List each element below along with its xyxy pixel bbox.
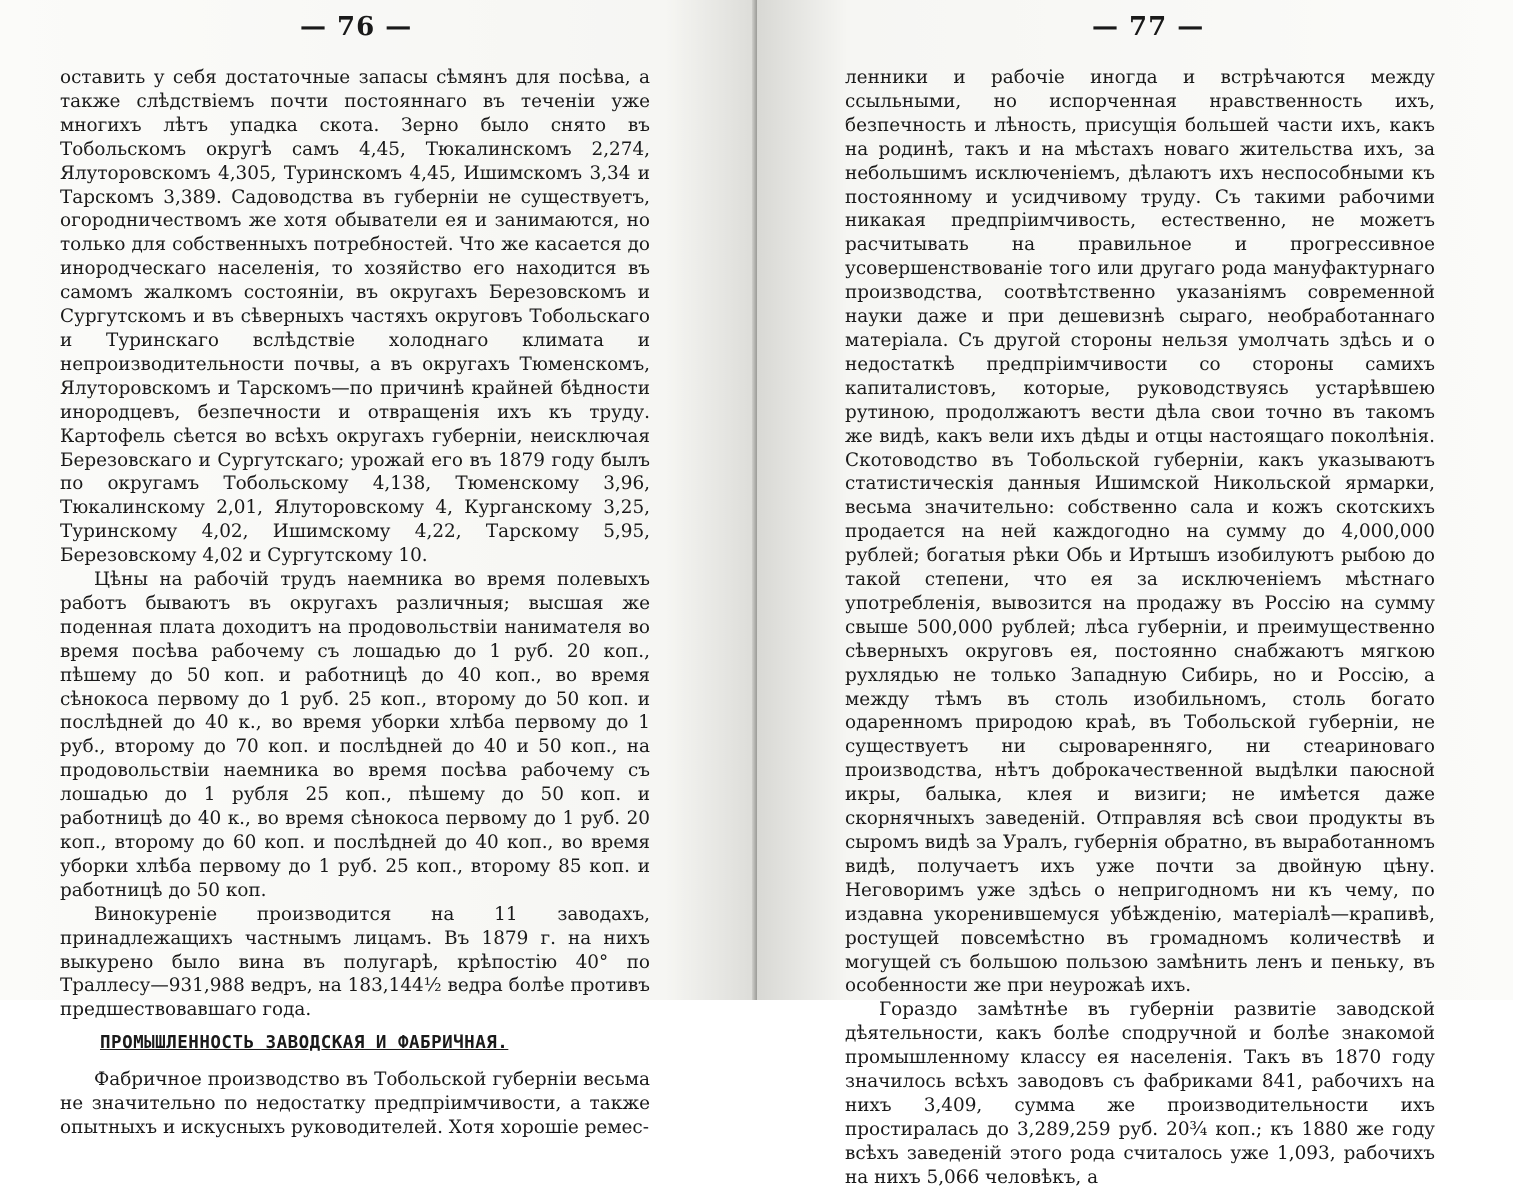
right-page	[757, 0, 1513, 1188]
right-page-text	[845, 66, 1435, 1190]
left-paragraph-4: Фабричное производство въ Тобольской губерніи весьма не значительно по недостатку предпріимчивости, а также опытныхъ и искусныхъ руководителей. Хотя хорошіе ремес-	[60, 1069, 650, 1138]
page-number-left: — 76 —	[300, 12, 413, 42]
left-page-text	[60, 66, 650, 1140]
left-page	[0, 0, 756, 1138]
left-paragraph-1: оставить у себя достаточные запасы сѣмянъ для посѣва, а также слѣдствіемъ почти постояннаго въ теченіи уже многихъ лѣтъ упадка скота. Зерно было снято въ Тобольскомъ округѣ самъ 4,45, Тюкалинскомъ 2,274, Ялуторовскомъ 4,305, Туринскомъ 4,45, Ишимскомъ 3,34 и Тарскомъ 3,389. Садоводства въ губерніи не существуетъ, огородничествомъ же хотя обыватели ея и занимаются, но только для собственныхъ потребностей. Что же касается до инородческаго населенія, то хозяйство его находится въ самомъ жалкомъ состояніи, въ округахъ Березовскомъ и Сургутскомъ и въ сѣверныхъ частяхъ округовъ Тобольскаго и Туринскаго вслѣдствіе холоднаго климата и непроизводительности почвы, а въ округахъ Тюменскомъ, Ялуторовскомъ и Тарскомъ—по причинѣ крайней бѣдности инородцевъ, безпечности и отвращенія ихъ къ труду. Картофель сѣется во всѣхъ округахъ губерніи, неисключая Березовскаго и Сургутскаго; урожай его въ 1879 году былъ по округамъ Тобольскому 4,138, Тюменскому 3,96, Тюкалинскому 2,01, Ялуторовскому 4, Курганскому 3,25, Туринскому 4,02, Ишимскому 4,22, Тарскому 5,95, Березовскому 4,02 и Сургутскому 10.	[60, 67, 650, 567]
section-heading: ПРОМЫШЛЕННОСТЬ ЗАВОДСКАЯ И ФАБРИЧНАЯ.	[100, 1033, 509, 1054]
right-paragraph-2: Гораздо замѣтнѣе въ губерніи развитіе заводской дѣятельности, какъ болѣе сподручной и болѣе знакомой промышленному классу ея населенія. Такъ въ 1870 году значилось всѣхъ заводовъ съ фабриками 841, рабочихъ на нихъ 3,409, сумма же производительности ихъ простиралась до 3,289,259 руб. 20¾ коп.; къ 1880 же году всѣхъ заведеній этого рода считалось уже 1,093, рабочихъ на нихъ 5,066 человѣкъ, а	[845, 999, 1435, 1188]
right-paragraph-1: ленники и рабочіе иногда и встрѣчаются между ссыльными, но испорченная нравственность ихъ, безпечность и лѣность, присущія большей части ихъ, какъ на родинѣ, такъ и на мѣстахъ новаго жительства ихъ, за небольшимъ исключеніемъ, дѣлаютъ ихъ неспособными къ постоянному и усидчивому труду. Съ такими рабочими никакая предпріимчивость, естественно, не можетъ расчитывать на правильное и прогрессивное усовершенствованіе того или другаго рода мануфактурнаго производства, соотвѣтственно указаніямъ современной науки даже и при дешевизнѣ сыраго, необработаннаго матеріала. Съ другой стороны нельзя умолчать здѣсь и о недостаткѣ предпріимчивости со стороны самихъ капиталистовъ, которые, руководствуясь устарѣвшею рутиною, продолжаютъ вести дѣла свои точно въ такомъ же видѣ, какъ вели ихъ дѣды и отцы настоящаго поколѣнія. Скотоводство въ Тобольской губерніи, какъ указываютъ статистическія данныя Ишимской Никольской ярмарки, весьма значительно: собственно сала и кожъ скотскихъ продается на ней каждогодно на сумму до 4,000,000 рублей; богатыя рѣки Обь и Иртышъ изобилуютъ рыбою до такой степени, что ея за исключеніемъ мѣстнаго употребленія, вывозится на продажу въ Россію на сумму свыше 500,000 рублей; лѣса губерніи, и преимущественно сѣверныхъ округовъ ея, постоянно снабжаютъ мягкою рухлядью не только Западную Сибирь, но и Россію, а между тѣмъ въ столь изобильномъ, столь богато одаренномъ природою краѣ, въ Тобольской губерніи, не существуетъ ни сыроваренняго, ни стеариноваго производства, нѣтъ доброкачественной выдѣлки паюсной икры, балыка, клея и визиги; не имѣется даже скорнячныхъ заведеній. Отправляя всѣ свои продукты въ сыромъ видѣ за Уралъ, губернія обратно, въ выработанномъ видѣ, получаетъ ихъ уже почти за двойную цѣну. Неговоримъ уже здѣсь о непригодномъ ни къ чему, по издавна укоренившемуся убѣжденію, матеріалѣ—крапивѣ, ростущей повсемѣстно въ громадномъ количествѣ и могущей съ большою пользою замѣнить ленъ и пеньку, въ особенности же при неурожаѣ ихъ.	[845, 67, 1435, 997]
left-paragraph-2: Цѣны на рабочій трудъ наемника во время полевыхъ работъ бываютъ въ округахъ различныя; высшая же поденная плата доходитъ на продовольствіи нанимателя во время посѣва рабочему съ лошадью до 1 руб. 20 коп., пѣшему до 50 коп. и работницѣ до 40 коп., во время сѣнокоса первому до 1 руб. 25 коп., второму до 50 коп. и послѣдней до 40 к., во время уборки хлѣба первому до 1 руб., второму до 70 коп. и послѣдней до 40 и 50 коп., на продовольствіи наемника во время посѣва рабочему съ лошадью до 1 рубля 25 коп., пѣшему до 50 коп. и работницѣ до 40 к., во время сѣнокоса первому до 1 руб. 20 коп., второму до 60 коп. и послѣдней до 40 коп., во время уборки хлѣба первому до 1 руб. 25 коп., второму 85 коп. и работницѣ до 50 коп.	[60, 569, 650, 901]
left-paragraph-3: Винокуреніе производится на 11 заводахъ, принадлежащихъ частнымъ лицамъ. Въ 1879 г. на нихъ выкурено было вина въ полугарѣ, крѣпостію 40° по Траллесу—931,988 ведръ, на 183,144½ ведра болѣе противъ предшествовавшаго года.	[60, 903, 650, 1021]
page-number-right: — 77 —	[1092, 12, 1205, 42]
